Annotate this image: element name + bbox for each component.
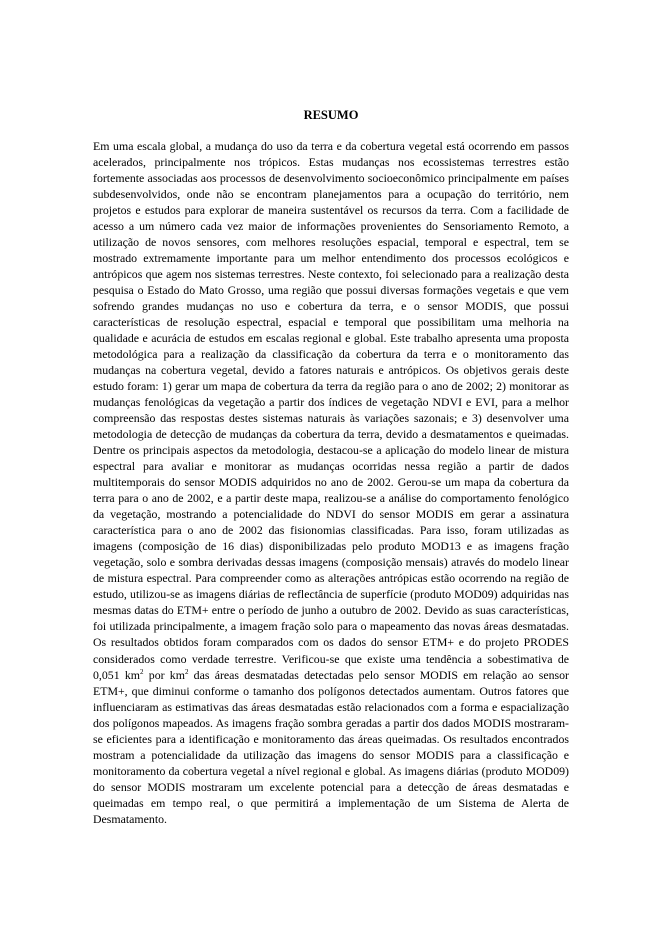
superscript-squared: 2 xyxy=(184,667,189,676)
abstract-paragraph xyxy=(93,138,569,827)
superscript-squared: 2 xyxy=(140,667,144,676)
abstract-text-part2: por km xyxy=(143,667,185,682)
abstract-text-part1: Em uma escala global, a mudança do uso da terra e da cobertura vegetal está ocorrendo em passos acelerados, principalmente nos trópicos. Estas mudanças nos ecossistemas terrestres estão fortemente associadas aos processos de desenvolvimento socioeconômico principalmente em países subdesenvolvidos, onde não se encontram planejamentos para a ocupação do território, nem projetos e estudos para explorar de maneira sustentável os recursos da terra. Com a facilidade de acesso a um número cada vez maior de informações provenientes do Sensoriamento Remoto, a utilização de novos sensores, com melhores resoluções espacial, temporal e espectral, tem se mostrado extremamente importante para um melhor entendimento dos processos ecológicos e antrópicos que agem nos sistemas terrestres. Neste contexto, foi selecionado para a realização desta pesquisa o Estado do Mato Grosso, uma região que possui diversas formações vegetais e que vem sofrendo grandes mudanças no uso e cobertura da terra, e o sensor MODIS, que possui características de resolução espectral, espacial e temporal que possibilitam uma melhoria na qualidade e acurácia de estudos em escalas regional e global. Este trabalho apresenta uma proposta metodológica para a realização da classificação da cobertura da terra e o monitoramento das mudanças na cobertura vegetal, devido a fatores naturais e antrópicos. Os objetivos gerais deste estudo foram: 1) gerar um mapa de cobertura da terra da região para o ano de 2002; 2) monitorar as mudanças fenológicas da vegetação a partir dos índices de vegetação NDVI e EVI, para a melhor compreensão das respostas destes sistemas naturais às variações sazonais; e 3) desenvolver uma metodologia de detecção de mudanças da cobertura da terra, devido a desmatamentos e queimadas. Dentre os principais aspectos da metodologia, destacou-se a aplicação do modelo linear de mistura espectral para avaliar e monitorar as mudanças ocorridas nessa região a partir de dados multitemporais do sensor MODIS adquiridos no ano de 2002. Gerou-se um mapa da cobertura da terra para o ano de 2002, e a partir deste mapa, realizou-se a análise do comportamento fenológico da vegetação, mostrando a potencialidade do NDVI do sensor MODIS em gerar a assinatura característica para o ano de 2002 das fisionomias classificadas. Para isso, foram utilizadas as imagens (composição de 16 dias) disponibilizadas pelo produto MOD13 e as imagens fração vegetação, solo e sombra derivadas dessas imagens (composição mensais) através do modelo linear de mistura espectral. Para compreender como as alterações antrópicas estão ocorrendo na região de estudo, utilizou-se as imagens diárias de reflectância de superfície (produto MOD09) adquiridas nas mesmas datas do ETM+ entre o período de junho a outubro de 2002. Devido as suas características, foi utilizada principalmente, a imagem fração solo para o mapeamento das novas áreas desmatadas. Os resultados obtidos foram comparados com os dados do sensor ETM+ e do projeto PRODES considerados como verdade terrestre. Verificou-se que existe uma tendência a sobestimativa de 0,051 km xyxy=(93,139,569,682)
abstract-text-part3: das áreas desmatadas detectadas pelo sensor MODIS em relação ao sensor ETM+, que diminui conforme o tamanho dos polígonos detectados aumentam. Outros fatores que influenciaram as estimativas das áreas desmatadas estão relacionados com a forma e espacialização dos polígonos mapeados. As imagens fração sombra geradas a partir dos dados MODIS mostraram-se eficientes para a identificação e monitoramento das áreas queimadas. Os resultados encontrados mostram a potencialidade da utilização das imagens do sensor MODIS para a classificação e monitoramento da cobertura vegetal a nível regional e global. As imagens diárias (produto MOD09) do sensor MODIS mostraram um excelente potencial para a detecção de áreas desmatadas e queimadas em tempo real, o que permitirá a implementação de um Sistema de Alerta de Desmatamento. xyxy=(93,667,569,826)
page-title: RESUMO xyxy=(303,108,359,122)
